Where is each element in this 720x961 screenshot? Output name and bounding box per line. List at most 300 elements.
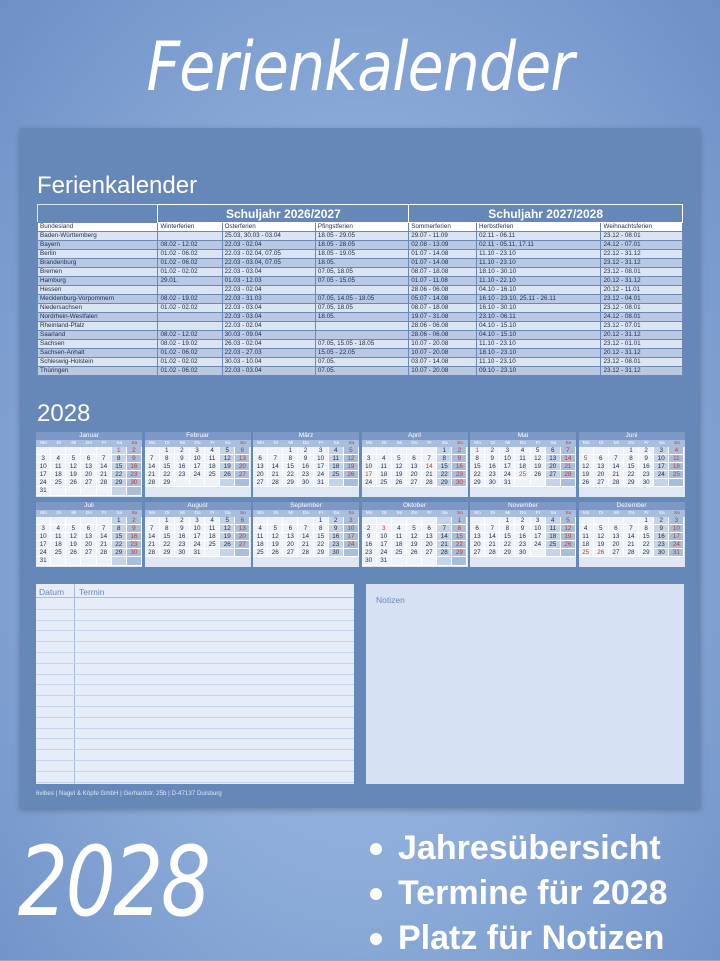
day-cell: 30	[485, 479, 500, 487]
month-name: März	[253, 432, 359, 440]
ruled-line	[36, 641, 354, 642]
day-cell: 16	[127, 533, 142, 541]
day-cell: 12	[220, 525, 235, 533]
table-row	[38, 250, 683, 259]
day-cell: 25	[392, 549, 407, 557]
day-cell: 26	[66, 549, 81, 557]
weekday-label: Sa	[224, 511, 231, 516]
weekday-label: Fr	[318, 511, 324, 516]
weekday-label: Mo	[365, 511, 373, 516]
day-cell: 12	[66, 533, 81, 541]
day-cell: 10	[654, 455, 669, 463]
feature-item	[370, 916, 668, 961]
weekday-header	[253, 510, 359, 517]
weekday-label: So	[348, 511, 355, 516]
day-cell: 22	[112, 471, 127, 479]
day-cell: 5	[344, 447, 359, 455]
day-cell: 20	[546, 463, 561, 471]
holiday-table	[37, 204, 683, 376]
holiday-dates: 29.07 - 11.09	[409, 232, 477, 241]
day-cell: 11	[51, 533, 66, 541]
day-cell	[546, 479, 561, 487]
holiday-dates: 07.05, 18.05	[315, 268, 408, 277]
holiday-dates: 08.02 - 12.02	[158, 331, 222, 340]
week-row	[362, 463, 468, 471]
week-row	[145, 549, 251, 557]
day-cell: 25	[546, 541, 561, 549]
weekday-label: Di	[273, 511, 278, 516]
day-cell: 4	[329, 447, 344, 455]
day-cell: 9	[175, 455, 190, 463]
day-cell: 2	[654, 517, 669, 525]
day-cell: 10	[377, 533, 392, 541]
day-cell: 14	[298, 533, 313, 541]
day-cell	[362, 517, 377, 525]
weekday-header	[362, 440, 468, 447]
week-row	[579, 541, 685, 549]
day-cell: 12	[220, 455, 235, 463]
datum-label: Datum	[39, 587, 65, 597]
day-cell	[81, 487, 96, 495]
day-cell: 29	[452, 549, 467, 557]
day-cell	[654, 479, 669, 487]
day-cell: 26	[561, 541, 576, 549]
holiday-dates: 11.10 - 23.10	[477, 358, 601, 367]
day-cell: 3	[190, 447, 205, 455]
day-cell: 19	[531, 463, 546, 471]
weekday-label: Mi	[396, 441, 402, 446]
day-cell: 2	[329, 517, 344, 525]
state-name: Rheinland-Pfalz	[38, 322, 158, 331]
holiday-dates: 10.07 - 20.08	[409, 367, 477, 376]
day-cell: 18	[515, 463, 530, 471]
table-row	[38, 322, 683, 331]
notes-panel[interactable]	[366, 584, 684, 784]
weekday-label: So	[348, 441, 355, 446]
day-cell: 28	[437, 549, 452, 557]
table-row	[38, 304, 683, 313]
day-cell: 27	[594, 479, 609, 487]
day-cell: 16	[485, 463, 500, 471]
day-cell: 14	[145, 533, 160, 541]
week-row	[470, 471, 576, 479]
month-juli	[36, 502, 142, 567]
day-cell: 30	[175, 549, 190, 557]
day-cell: 8	[452, 525, 467, 533]
day-cell: 6	[594, 455, 609, 463]
holiday-dates: 01.07 - 14.08	[409, 259, 477, 268]
cover-title: Ferienkalender	[146, 28, 574, 107]
bullet-icon	[370, 933, 382, 945]
weekday-header	[470, 440, 576, 447]
day-cell	[669, 479, 684, 487]
day-cell	[220, 479, 235, 487]
day-cell: 28	[145, 479, 160, 487]
day-cell: 2	[127, 517, 142, 525]
day-cell: 18	[669, 463, 684, 471]
holiday-dates: 07.05.	[315, 358, 408, 367]
day-cell: 14	[609, 463, 624, 471]
day-cell: 10	[190, 525, 205, 533]
ruled-line	[36, 684, 354, 685]
day-cell: 4	[205, 447, 220, 455]
feature-text: Termine für 2028	[398, 874, 668, 912]
day-cell: 11	[205, 455, 220, 463]
holiday-dates: 01.02 - 02.02	[158, 358, 222, 367]
day-cell: 26	[392, 479, 407, 487]
day-cell	[579, 447, 594, 455]
weekday-label: Sa	[658, 511, 665, 516]
holiday-dates: 01.02 - 02.02	[158, 304, 222, 313]
day-cell: 18	[377, 471, 392, 479]
day-cell: 24	[190, 541, 205, 549]
day-cell: 12	[268, 533, 283, 541]
holiday-dates: 01.07 - 11.08	[409, 277, 477, 286]
appointment-panel[interactable]	[36, 584, 354, 784]
holiday-dates: 15.05 - 22.05	[315, 349, 408, 358]
day-cell: 16	[639, 463, 654, 471]
day-cell: 17	[36, 541, 51, 549]
weekday-label: Do	[519, 441, 527, 446]
day-cell: 21	[298, 541, 313, 549]
day-cell: 24	[377, 549, 392, 557]
day-cell	[298, 517, 313, 525]
day-cell: 28	[624, 549, 639, 557]
day-cell	[470, 517, 485, 525]
day-cell: 12	[579, 463, 594, 471]
holiday-dates: 22.03 - 27.03	[222, 349, 315, 358]
month-april	[362, 432, 468, 497]
day-cell: 2	[515, 517, 530, 525]
day-cell: 2	[485, 447, 500, 455]
day-cell: 9	[654, 525, 669, 533]
week-row	[36, 557, 142, 565]
table-row	[38, 313, 683, 322]
day-cell: 24	[669, 541, 684, 549]
day-cell: 26	[66, 479, 81, 487]
day-cell: 3	[362, 455, 377, 463]
table-row	[38, 259, 683, 268]
weekday-label: Di	[490, 441, 495, 446]
holiday-dates: 26.03 - 02.04	[222, 340, 315, 349]
week-row	[145, 455, 251, 463]
day-cell	[190, 479, 205, 487]
ruled-line	[36, 630, 354, 631]
week-row	[470, 455, 576, 463]
day-cell: 31	[669, 549, 684, 557]
day-cell: 15	[160, 533, 175, 541]
day-cell: 27	[470, 549, 485, 557]
week-row	[470, 549, 576, 557]
day-cell: 7	[422, 455, 437, 463]
day-cell	[561, 479, 576, 487]
month-oktober	[362, 502, 468, 567]
day-cell: 3	[531, 517, 546, 525]
day-cell: 27	[283, 549, 298, 557]
week-row	[362, 479, 468, 487]
day-cell: 8	[112, 525, 127, 533]
day-cell: 23	[127, 541, 142, 549]
month-februar	[145, 432, 251, 497]
day-cell: 17	[314, 463, 329, 471]
holiday-dates: 22.03 - 03.04	[222, 313, 315, 322]
day-cell: 6	[235, 447, 250, 455]
day-cell: 17	[190, 533, 205, 541]
week-row	[145, 533, 251, 541]
feature-item	[370, 826, 668, 871]
day-cell: 22	[500, 541, 515, 549]
day-cell: 1	[452, 517, 467, 525]
week-row	[253, 549, 359, 557]
month-dezember	[579, 502, 685, 567]
day-cell: 22	[314, 541, 329, 549]
holiday-dates: 23.12 - 08.01	[601, 268, 683, 277]
day-cell: 25	[579, 549, 594, 557]
day-cell: 31	[314, 479, 329, 487]
holiday-dates: 18.05 - 29.05	[315, 232, 408, 241]
day-cell: 7	[97, 455, 112, 463]
holiday-dates: 04.10 - 15.10	[477, 331, 601, 340]
day-cell: 22	[452, 541, 467, 549]
day-cell: 15	[437, 463, 452, 471]
day-cell: 1	[283, 447, 298, 455]
holiday-dates: 11.10 - 22.10	[477, 277, 601, 286]
day-cell: 20	[253, 471, 268, 479]
day-cell	[51, 557, 66, 565]
state-name: Saarland	[38, 331, 158, 340]
day-cell	[392, 557, 407, 565]
day-cell	[531, 549, 546, 557]
day-cell: 19	[66, 541, 81, 549]
day-cell: 11	[329, 455, 344, 463]
day-cell	[36, 447, 51, 455]
week-row	[470, 533, 576, 541]
holiday-dates: 22.03 - 03.04	[222, 304, 315, 313]
day-cell: 25	[669, 471, 684, 479]
day-cell	[268, 517, 283, 525]
day-cell: 30	[127, 549, 142, 557]
day-cell: 14	[268, 463, 283, 471]
holiday-dates: 01.02 - 06.02	[158, 250, 222, 259]
day-cell: 14	[145, 463, 160, 471]
weekday-label: Mo	[257, 441, 264, 446]
day-cell: 23	[515, 541, 530, 549]
week-row	[36, 471, 142, 479]
day-cell: 21	[97, 541, 112, 549]
day-cell: 9	[452, 455, 467, 463]
weekday-label: So	[565, 511, 572, 516]
day-cell: 7	[485, 525, 500, 533]
day-cell	[36, 517, 51, 525]
day-cell: 1	[500, 517, 515, 525]
day-cell: 18	[205, 463, 220, 471]
column-header: Osterferien	[222, 223, 315, 232]
weekday-label: Fr	[427, 511, 432, 516]
day-cell: 3	[36, 525, 51, 533]
month-name: Mai	[470, 432, 576, 440]
holiday-dates: 18.05 - 19.05	[315, 250, 408, 259]
weekday-header	[579, 440, 685, 447]
day-cell: 22	[283, 471, 298, 479]
day-cell: 24	[190, 471, 205, 479]
state-name: Brandenburg	[38, 259, 158, 268]
day-cell: 27	[253, 479, 268, 487]
day-cell: 26	[220, 471, 235, 479]
day-cell: 21	[145, 541, 160, 549]
holiday-dates: 08.02 - 19.02	[158, 340, 222, 349]
day-cell: 20	[81, 471, 96, 479]
weekday-label: Do	[85, 441, 93, 446]
week-row	[36, 463, 142, 471]
weekday-label: Mo	[40, 511, 47, 516]
state-name: Bremen	[38, 268, 158, 277]
day-cell: 20	[609, 541, 624, 549]
holiday-dates: 22.03 - 02.04	[222, 241, 315, 250]
week-row	[253, 455, 359, 463]
day-cell: 25	[51, 549, 66, 557]
day-cell: 9	[127, 455, 142, 463]
state-name: Thüringen	[38, 367, 158, 376]
day-cell	[81, 517, 96, 525]
holiday-dates: 11.10 - 23.10	[477, 340, 601, 349]
ruled-line	[36, 674, 354, 675]
day-cell: 17	[344, 533, 359, 541]
week-row	[253, 533, 359, 541]
day-cell: 24	[654, 471, 669, 479]
termin-label: Termin	[79, 587, 105, 597]
weekday-header	[36, 440, 142, 447]
day-cell: 10	[344, 525, 359, 533]
day-cell: 9	[298, 455, 313, 463]
day-cell: 13	[407, 463, 422, 471]
day-cell: 8	[283, 455, 298, 463]
weekday-label: So	[131, 511, 138, 516]
weekday-header	[579, 510, 685, 517]
table-row	[38, 268, 683, 277]
day-cell: 4	[51, 455, 66, 463]
holiday-dates: 28.06 - 06.08	[409, 322, 477, 331]
day-cell: 14	[485, 533, 500, 541]
weekday-label: Fr	[101, 511, 107, 516]
day-cell: 1	[639, 517, 654, 525]
day-cell: 3	[654, 447, 669, 455]
weekday-label: Di	[164, 511, 170, 516]
day-cell: 13	[81, 463, 96, 471]
day-cell: 27	[609, 549, 624, 557]
day-cell: 26	[531, 471, 546, 479]
weekday-label: Do	[194, 511, 201, 516]
holiday-dates	[158, 232, 222, 241]
day-cell: 24	[362, 479, 377, 487]
day-cell: 28	[97, 479, 112, 487]
day-cell: 1	[112, 517, 127, 525]
day-cell: 29	[112, 549, 127, 557]
day-cell: 11	[253, 533, 268, 541]
holiday-dates: 20.12 - 31.12	[601, 277, 683, 286]
day-cell: 27	[81, 549, 96, 557]
day-cell	[253, 447, 268, 455]
weekday-label: Di	[598, 441, 604, 446]
holiday-dates: 22.03 - 02.04, 07.05	[222, 250, 315, 259]
day-cell: 11	[377, 463, 392, 471]
holiday-dates: 24.12 - 07.01	[601, 241, 683, 250]
day-cell: 17	[377, 541, 392, 549]
day-cell: 8	[437, 455, 452, 463]
holiday-dates: 23.12 - 31.12	[601, 367, 683, 376]
day-cell: 16	[362, 541, 377, 549]
day-cell: 15	[639, 533, 654, 541]
day-cell: 16	[175, 463, 190, 471]
column-header: Herbstferien	[477, 223, 601, 232]
weekday-label: Do	[194, 441, 201, 446]
holiday-dates: 03.07 - 14.08	[409, 358, 477, 367]
holiday-dates: 11.10 - 23.10	[477, 250, 601, 259]
day-cell: 23	[654, 541, 669, 549]
holiday-dates: 28.06 - 06.08	[409, 286, 477, 295]
state-name: Sachsen-Anhalt	[38, 349, 158, 358]
column-header: Bundesland	[38, 223, 158, 232]
day-cell: 11	[579, 533, 594, 541]
week-row	[36, 533, 142, 541]
day-cell: 22	[437, 471, 452, 479]
day-cell: 20	[470, 541, 485, 549]
week-row	[362, 557, 468, 565]
weekday-label: Fr	[535, 441, 541, 446]
day-cell: 5	[392, 455, 407, 463]
month-name: Juli	[36, 502, 142, 510]
day-cell: 26	[268, 549, 283, 557]
state-name: Bayern	[38, 241, 158, 250]
week-row	[579, 471, 685, 479]
day-cell: 7	[145, 525, 160, 533]
month-name: September	[253, 502, 359, 510]
weekday-header	[470, 510, 576, 517]
day-cell: 9	[485, 455, 500, 463]
week-row	[579, 533, 685, 541]
day-cell: 14	[422, 463, 437, 471]
holiday-dates: 22.03 - 03.04, 07.05	[222, 259, 315, 268]
holiday-dates: 18.10 - 23.10	[477, 349, 601, 358]
day-cell: 20	[235, 463, 250, 471]
day-cell	[220, 549, 235, 557]
week-row	[253, 471, 359, 479]
big-year: 2028	[18, 826, 209, 938]
holiday-dates: 10.07 - 20.08	[409, 340, 477, 349]
day-cell: 22	[112, 541, 127, 549]
holiday-dates: 29.01.	[158, 277, 222, 286]
ruled-line	[36, 695, 354, 696]
day-cell: 22	[470, 471, 485, 479]
month-mai	[470, 432, 576, 497]
feature-item	[370, 871, 668, 916]
weekday-label: Fr	[210, 441, 215, 446]
holiday-dates: 18.05 - 28.05	[315, 241, 408, 250]
holiday-dates: 22.03 - 02.04	[222, 322, 315, 331]
day-cell: 7	[268, 455, 283, 463]
day-cell: 13	[235, 455, 250, 463]
day-cell	[66, 487, 81, 495]
day-cell: 12	[392, 463, 407, 471]
day-cell: 1	[437, 447, 452, 455]
day-cell: 7	[609, 455, 624, 463]
week-row	[36, 479, 142, 487]
week-row	[579, 447, 685, 455]
day-cell	[145, 517, 160, 525]
day-cell: 8	[500, 525, 515, 533]
day-cell	[452, 557, 467, 565]
month-september	[253, 502, 359, 567]
day-cell: 13	[235, 525, 250, 533]
